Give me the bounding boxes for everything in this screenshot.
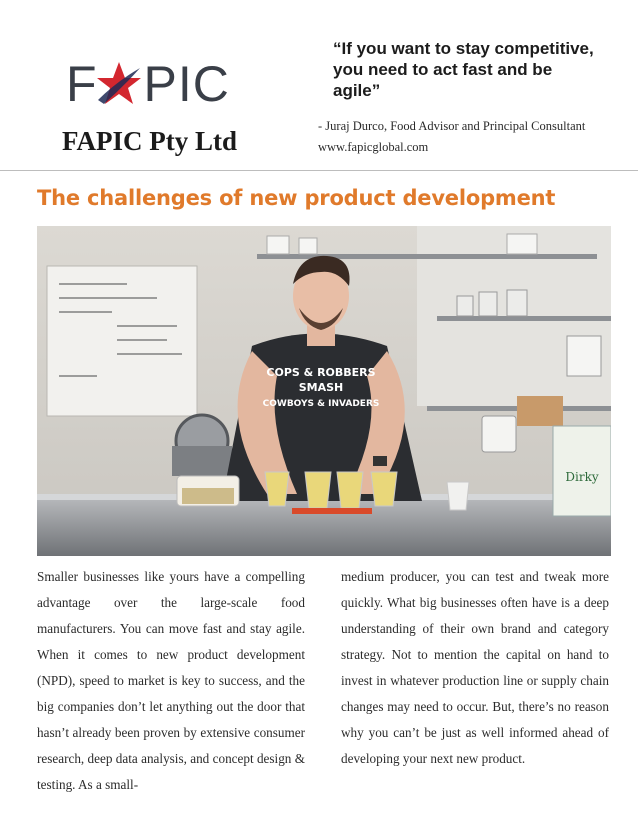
box-label: Dirky: [565, 470, 599, 484]
kitchen-photo: [37, 226, 611, 556]
website-link[interactable]: www.fapicglobal.com: [318, 140, 429, 154]
body-column-left: Smaller businesses like yours have a compelling advantage over the large-scale food manufacturers. You can move fast and stay agile. When it comes to new product development (NPD), speed to market is key to success, and the big companies don’t let anything out the door that hasn’t already been proven by extensive consumer research, deep data analysis, and concept design & testing. As a small-: [37, 569, 305, 792]
shirt-text-1: COPS & ROBBERS: [266, 366, 376, 379]
body-column-right: medium producer, you can test and tweak more quickly. What big businesses often have is a deep understanding of their own brand and category strategy. Not to mention the capital on hand to invest in whatever production line or supply chain changes may need to occur. But, there’s no reason why you can’t be just as well informed ahead of developing your next new product.: [341, 569, 609, 766]
article-headline: The challenges of new product development: [37, 186, 556, 210]
star-icon: [96, 60, 142, 106]
shirt-text-3: COWBOYS & INVADERS: [262, 399, 380, 409]
quote-attribution: - Juraj Durco, Food Advisor and Principal Consultant: [318, 119, 586, 133]
header-divider: [0, 170, 638, 171]
shirt-text-2: SMASH: [298, 381, 344, 394]
fapic-logo: [66, 58, 232, 110]
logo-wordmark: F PIC: [66, 56, 230, 112]
company-name: FAPIC Pty Ltd: [62, 126, 237, 156]
pull-quote: “If you want to stay competitive, you need to act fast and be agile”: [333, 39, 594, 100]
